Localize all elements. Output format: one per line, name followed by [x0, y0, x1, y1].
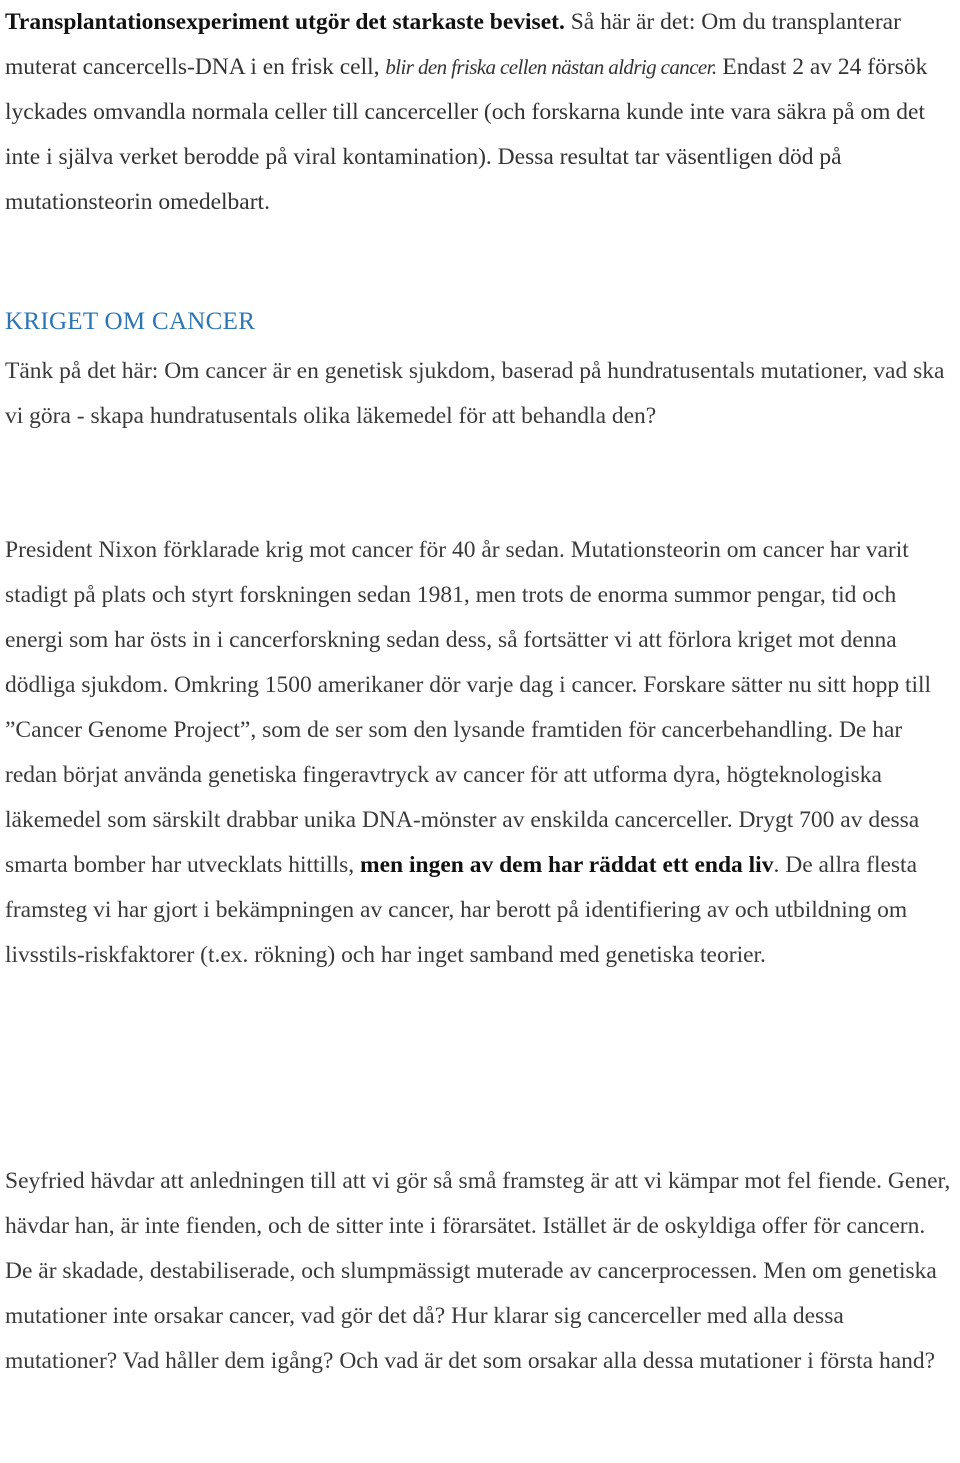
document-page [5, 0, 957, 1374]
body-paragraph-3: Seyfried hävdar att anledningen till att vi gör så små framsteg är att vi kämpar mot fel fiende. Gener, hävdar han, är inte fienden, och de sitter inte i förarsätet. Istället är de oskyldiga offer för cancern. De är skadade, destabiliserade, och slumpmässigt muterade av cancerprocessen. Men om genetiska mutationer inte orsakar cancer, vad gör det då? Hur klarar sig cancerceller med alla dessa mutationer? Vad håller dem igång? Och vad är det som orsakar alla dessa mutationer i första hand? [5, 1168, 951, 1374]
intro-text-start: Så här är det: Om du transplanterar muterat cancercells-DNA i en frisk cell, [5, 9, 901, 80]
lead-heading: Transplantationsexperiment utgör det starkaste beviset. [5, 9, 565, 35]
intro-text-end: Endast 2 av 24 försök lyckades omvandla normala celler till cancerceller (och forskarna kunde inte vara säkra på om det inte i själva verket berodde på viral kontamination). Dessa resultat tar väsentligen död på mutationsteorin omedelbart. [5, 54, 928, 215]
body-paragraph-1: Tänk på det här: Om cancer är en genetisk sjukdom, baserad på hundratusentals mutationer, vad ska vi göra - skapa hundratusentals olika läkemedel för att behandla den? [5, 358, 945, 429]
section-heading: KRIGET OM CANCER [5, 308, 256, 335]
intro-paragraph [5, 0, 957, 225]
body-paragraph-2 [5, 528, 957, 978]
paragraph-2-bold-text: men ingen av dem har räddat ett enda liv [360, 852, 774, 878]
paragraph-2-text-end: . De allra flesta framsteg vi har gjort i bekämpningen av cancer, har berott på identifiering av och utbildning om livsstils-riskfaktorer (t.ex. rökning) och har inget samband med genetiska teorier. [5, 852, 918, 968]
intro-italic-text: blir den friska cellen nästan aldrig cancer. [385, 55, 717, 79]
paragraph-2-text-start: President Nixon förklarade krig mot cancer för 40 år sedan. Mutationsteorin om cancer har varit stadigt på plats och styrt forskningen sedan 1981, men trots de enorma summor pengar, tid och energi som har östs in i cancerforskning sedan dess, så fortsätter vi att förlora kriget mot denna dödliga sjukdom. Omkring 1500 amerikaner dör varje dag i cancer. Forskare sätter nu sitt hopp till ”Cancer Genome Project”, som de ser som den lysande framtiden för cancerbehandling. De har redan börjat använda genetiska fingeravtryck av cancer för att utforma dyra, högteknologiska läkemedel som särskilt drabbar unika DNA-mönster av enskilda cancerceller. Drygt 700 av dessa smarta bomber har utvecklats hittills, [5, 537, 932, 878]
